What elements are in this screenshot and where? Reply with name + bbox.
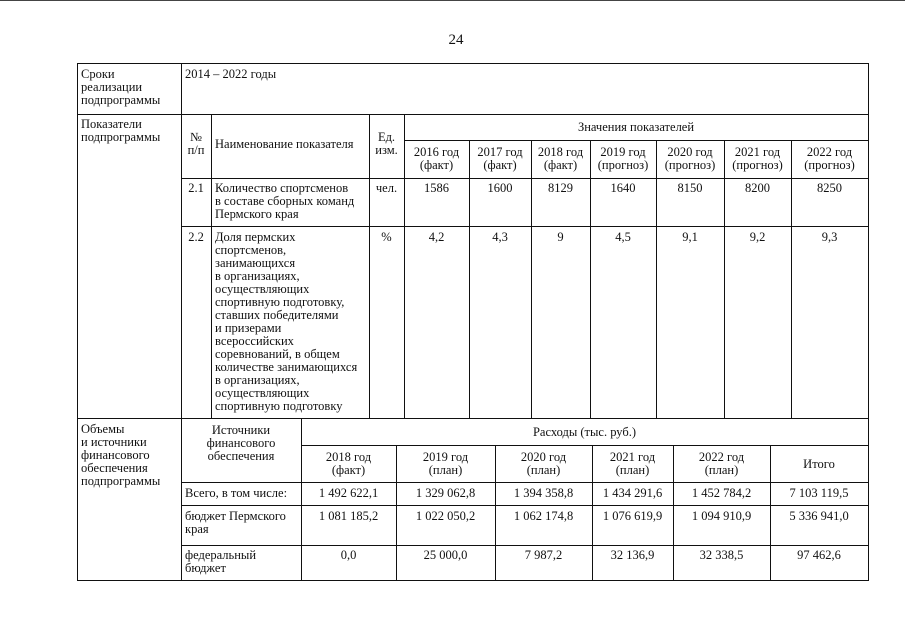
indicator-value: 1640 (610, 181, 636, 195)
period-value: 2014 – 2022 годы (185, 67, 277, 81)
year-header: 2021 год (прогноз) (732, 145, 783, 172)
column-header-name: Наименование показателя (215, 137, 354, 151)
financing-label: Объемы и источники финансового обеспечения подпрограммы (81, 422, 161, 488)
finance-value: 32 136,9 (610, 548, 655, 562)
finance-source: федеральный бюджет (185, 548, 257, 575)
period-label: Сроки реализации подпрограммы (81, 67, 161, 107)
finance-value: 25 000,0 (423, 548, 468, 562)
finance-year-header: 2021 год (план) (609, 450, 656, 477)
indicator-value: 8200 (745, 181, 770, 195)
finance-value: 7 103 119,5 (789, 486, 849, 500)
indicator-value: 8150 (677, 181, 703, 195)
indicator-number: 2.1 (188, 181, 204, 195)
finance-value: 1 492 622,1 (318, 486, 379, 500)
finance-source: Всего, в том числе: (185, 486, 288, 500)
table-rule (404, 140, 869, 141)
finance-value: 7 987,2 (524, 548, 563, 562)
table-rule (181, 505, 869, 506)
indicator-name: Доля пермских спортсменов, занимающихся в организациях, осуществляющих спортивную подготовку, ставших победителями и призерами всероссийских соревнований, в общем количестве занимающихся в организациях, осуществляющих спортивную подготовку (215, 230, 358, 413)
year-header: 2020 год (прогноз) (664, 145, 716, 172)
indicator-unit: чел. (375, 181, 398, 195)
values-header: Значения показателей (577, 120, 695, 134)
finance-value: 1 452 784,2 (691, 486, 752, 500)
year-header: 2022 год (прогноз) (804, 145, 855, 172)
finance-value: 5 336 941,0 (789, 509, 849, 523)
table-rule (181, 482, 869, 483)
indicator-value: 8129 (548, 181, 573, 195)
table-rule (211, 114, 212, 419)
scan-edge-line (0, 0, 905, 1)
page-number: 24 (448, 32, 464, 48)
section-separator (77, 114, 869, 115)
indicator-value: 1600 (487, 181, 513, 195)
year-header: 2019 год (прогноз) (597, 145, 649, 172)
finance-value: 1 022 050,2 (415, 509, 476, 523)
finance-year-header: 2020 год (план) (520, 450, 567, 477)
indicator-value: 4,5 (615, 230, 631, 244)
finance-value: 1 076 619,9 (602, 509, 663, 523)
indicator-unit: % (381, 230, 392, 244)
finance-year-header: 2022 год (план) (698, 450, 745, 477)
finance-value: 1 062 174,8 (513, 509, 574, 523)
finance-value: 1 081 185,2 (318, 509, 379, 523)
indicator-value: 9 (557, 230, 564, 244)
year-header: 2016 год (факт) (413, 145, 460, 172)
column-header-number: № п/п (187, 130, 205, 157)
table-rule (301, 445, 869, 446)
indicator-number: 2.2 (188, 230, 204, 244)
indicator-value: 4,3 (492, 230, 508, 244)
table-rule (181, 545, 869, 546)
finance-value: 0,0 (340, 548, 357, 562)
indicators-label: Показатели подпрограммы (81, 117, 161, 144)
finance-value: 1 094 910,9 (691, 509, 752, 523)
expenses-header: Расходы (тыс. руб.) (532, 425, 637, 439)
column-header-unit: Ед. изм. (375, 130, 398, 157)
finance-year-header: 2019 год (план) (422, 450, 469, 477)
column-header-source: Источники финансового обеспечения (206, 423, 276, 463)
indicator-value: 8250 (817, 181, 842, 195)
finance-year-header: 2018 год (факт) (325, 450, 372, 477)
year-header: 2017 год (факт) (477, 145, 523, 172)
indicator-value: 9,2 (749, 230, 766, 244)
year-header: 2018 год (факт) (537, 145, 584, 172)
table-rule (181, 226, 869, 227)
finance-value: 32 338,5 (699, 548, 744, 562)
finance-value: 1 329 062,8 (415, 486, 476, 500)
finance-source: бюджет Пермского края (185, 509, 286, 536)
indicator-value: 1586 (424, 181, 449, 195)
table-border-left (77, 63, 78, 581)
table-border-bottom (77, 580, 869, 581)
finance-value: 97 462,6 (797, 548, 841, 562)
table-border-top (77, 63, 869, 64)
indicator-name: Количество спортсменов в составе сборных команд Пермского края (215, 181, 355, 221)
indicator-value: 9,1 (682, 230, 698, 244)
indicator-value: 4,2 (428, 230, 445, 244)
finance-year-header: Итого (803, 457, 835, 471)
indicator-value: 9,3 (821, 230, 838, 244)
finance-value: 1 394 358,8 (513, 486, 574, 500)
section-separator (77, 418, 869, 419)
finance-value: 1 434 291,6 (602, 486, 663, 500)
table-rule (181, 178, 869, 179)
